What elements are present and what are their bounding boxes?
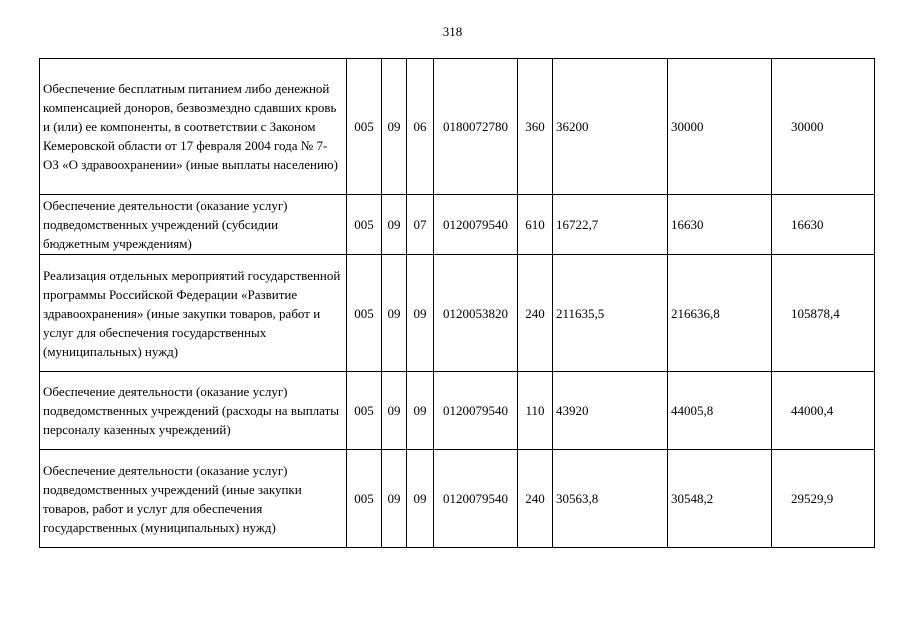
amount-year-1: 30563,8 [553,450,668,548]
subsection-code: 07 [407,195,434,255]
table-row [40,255,875,372]
section-code: 09 [382,372,407,450]
expense-type-code: 360 [518,59,553,195]
row-description: Обеспечение бесплатным питанием либо денежной компенсацией доноров, безвозмездно сдавших кровь и (или) ее компоненты, в соответствии с Законом Кемеровской области от 17 февраля 2004 года № 7-ОЗ «О здравоохранении» (иные выплаты населению) [40,59,347,195]
amount-year-3: 30000 [772,59,875,195]
section-code: 09 [382,450,407,548]
target-article-code: 0180072780 [434,59,518,195]
expense-type-code: 110 [518,372,553,450]
target-article-code: 0120053820 [434,255,518,372]
ministry-code: 005 [347,450,382,548]
amount-year-2: 30548,2 [668,450,772,548]
row-description: Реализация отдельных мероприятий государственной программы Российской Федерации «Развитие здравоохранения» (иные закупки товаров, работ и услуг для обеспечения государственных (муниципальных) нужд) [40,255,347,372]
amount-year-2: 30000 [668,59,772,195]
subsection-code: 09 [407,372,434,450]
row-description: Обеспечение деятельности (оказание услуг) подведомственных учреждений (иные закупки товаров, работ и услуг для обеспечения государственных (муниципальных) нужд) [40,450,347,548]
amount-year-2: 16630 [668,195,772,255]
page-number: 318 [442,24,463,39]
table-row [40,195,875,255]
section-code: 09 [382,59,407,195]
amount-year-1: 16722,7 [553,195,668,255]
section-code: 09 [382,195,407,255]
amount-year-1: 36200 [553,59,668,195]
target-article-code: 0120079540 [434,450,518,548]
expense-type-code: 610 [518,195,553,255]
table-row [40,372,875,450]
subsection-code: 06 [407,59,434,195]
amount-year-3: 16630 [772,195,875,255]
ministry-code: 005 [347,195,382,255]
section-code: 09 [382,255,407,372]
row-description: Обеспечение деятельности (оказание услуг) подведомственных учреждений (расходы на выплаты персоналу казенных учреждений) [40,372,347,450]
amount-year-3: 29529,9 [772,450,875,548]
expense-type-code: 240 [518,450,553,548]
amount-year-2: 44005,8 [668,372,772,450]
ministry-code: 005 [347,372,382,450]
row-description: Обеспечение деятельности (оказание услуг) подведомственных учреждений (субсидии бюджетным учреждениям) [40,195,347,255]
subsection-code: 09 [407,450,434,548]
amount-year-3: 44000,4 [772,372,875,450]
amount-year-1: 43920 [553,372,668,450]
amount-year-3: 105878,4 [772,255,875,372]
ministry-code: 005 [347,255,382,372]
amount-year-1: 211635,5 [553,255,668,372]
amount-year-2: 216636,8 [668,255,772,372]
budget-table [39,58,875,548]
table-row [40,450,875,548]
target-article-code: 0120079540 [434,372,518,450]
table-row [40,59,875,195]
target-article-code: 0120079540 [434,195,518,255]
expense-type-code: 240 [518,255,553,372]
subsection-code: 09 [407,255,434,372]
ministry-code: 005 [347,59,382,195]
